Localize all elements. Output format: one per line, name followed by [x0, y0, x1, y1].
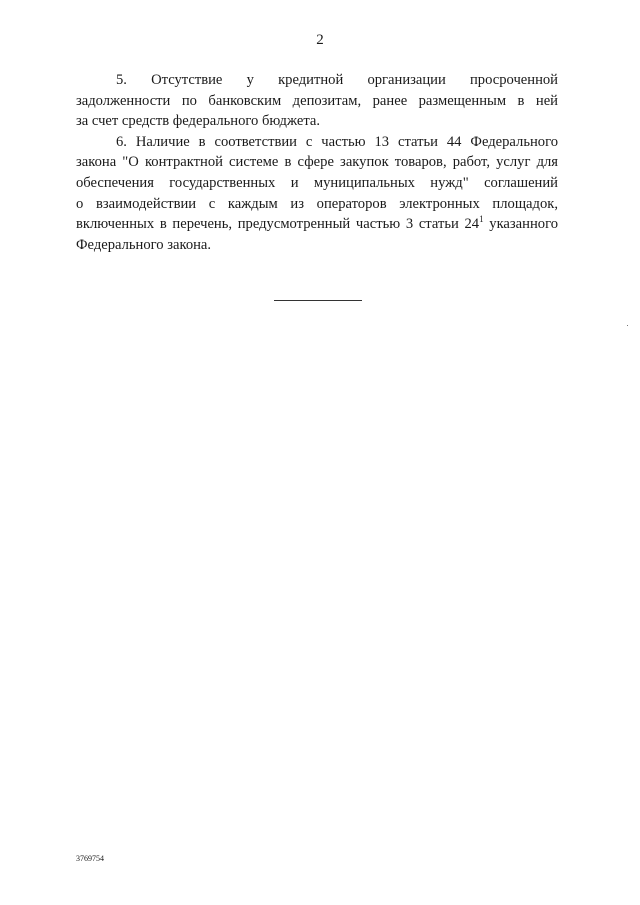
line-text: включенных в перечень, предусмотренный частью 3 статьи 24 — [76, 216, 480, 233]
document-body — [76, 70, 558, 255]
paragraph-line: обеспечения государственных и муниципальных нужд" соглашений — [76, 174, 558, 191]
paragraph-line: закона "О контрактной системе в сфере закупок товаров, работ, услуг для — [76, 154, 558, 171]
paragraph-line: Федерального закона. — [76, 236, 212, 253]
line-text: указанного — [483, 216, 558, 233]
paragraph-line: 6. Наличие в соответствии с частью 13 статьи 44 Федерального — [116, 133, 558, 150]
scan-artifact — [627, 325, 628, 326]
superscript-index: 1 — [479, 214, 484, 225]
page-number: 2 — [316, 32, 324, 48]
paragraph-line: о взаимодействии с каждым из операторов электронных площадок, — [76, 195, 558, 212]
paragraph-6 — [76, 132, 558, 256]
end-separator-line — [274, 300, 362, 301]
paragraph-line-with-footnote — [76, 214, 558, 235]
paragraph-line: за счет средств федерального бюджета. — [76, 113, 321, 130]
paragraph-line: 5. Отсутствие у кредитной организации просроченной — [116, 72, 558, 88]
document-code: 3769754 — [76, 854, 104, 863]
paragraph-line: задолженности по банковским депозитам, ранее размещенным в ней — [76, 92, 558, 109]
paragraph-5 — [76, 70, 558, 132]
